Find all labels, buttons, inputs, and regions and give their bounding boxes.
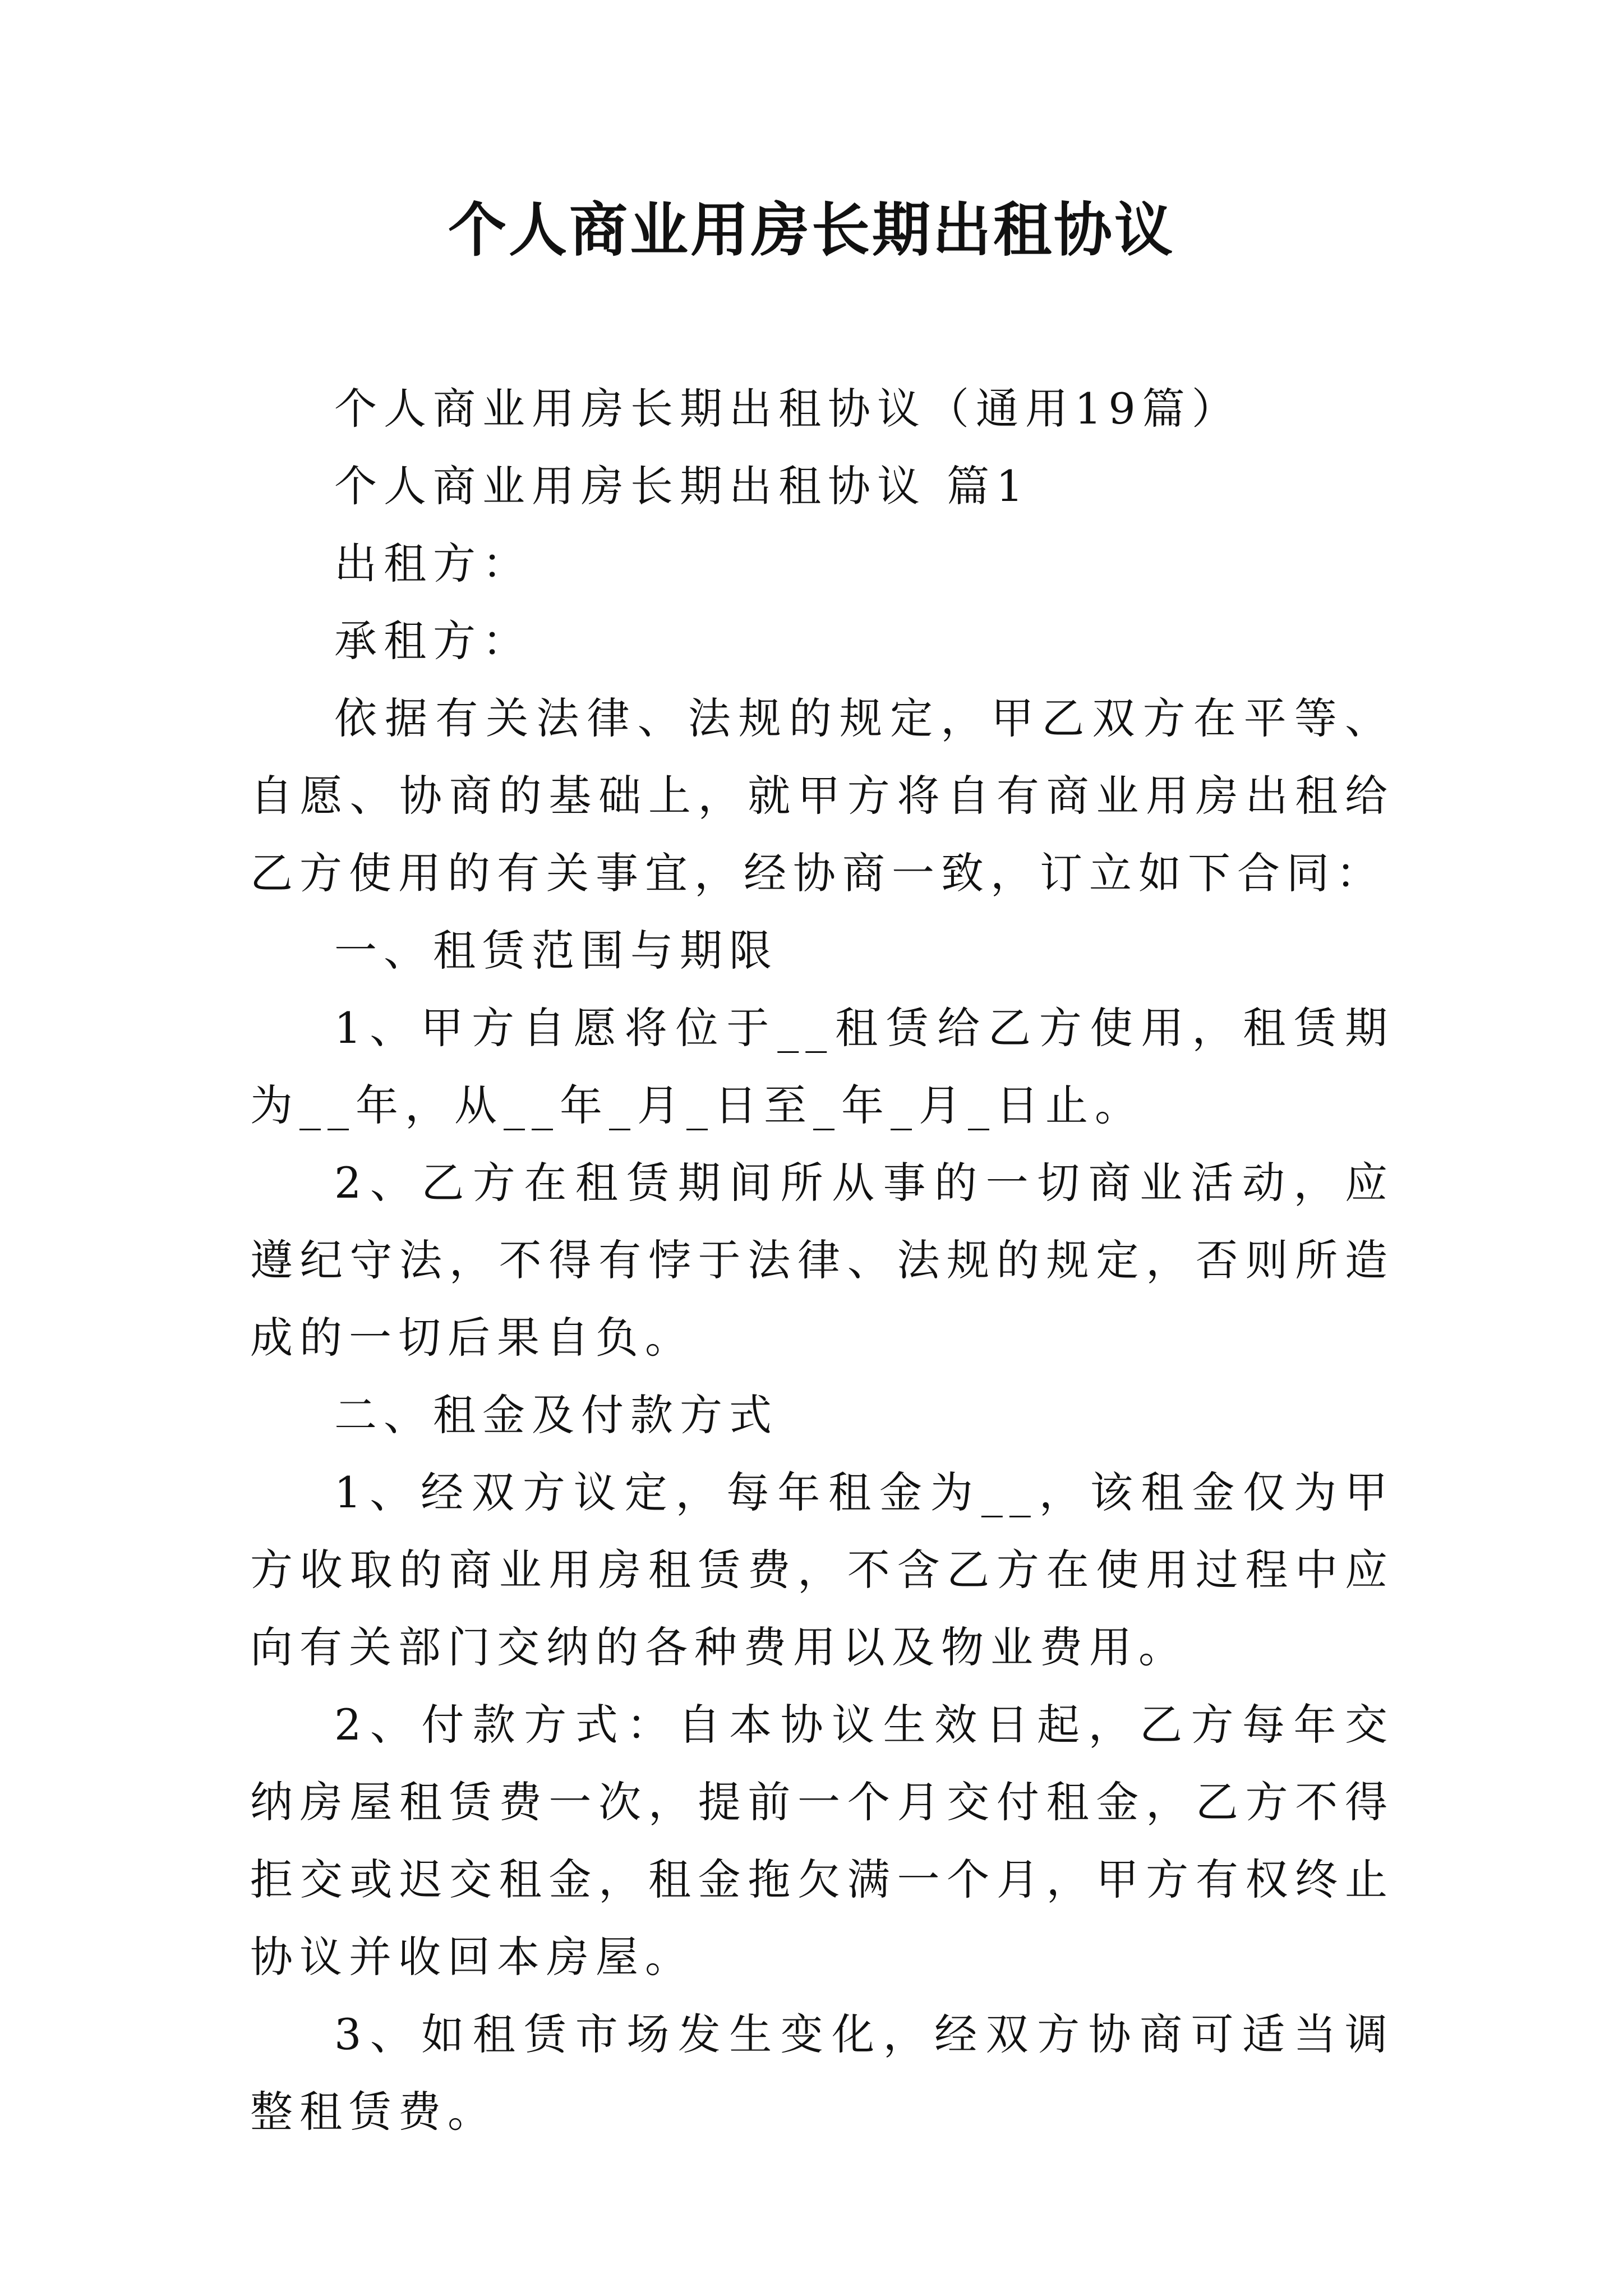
section-heading: 个人商业用房长期出租协议 篇1 xyxy=(334,461,1030,511)
lessee-field: 承租方： xyxy=(334,616,532,666)
clause-heading: 二、租金及付款方式 xyxy=(334,1390,778,1440)
clause-paragraph: 2、乙方在租赁期间所从事的一切商业活动，应遵纪守法，不得有悖于法律、法规的规定，否则所造成的一切后果自负。 xyxy=(250,1158,1394,1363)
document-title: 个人商业用房长期出租协议 xyxy=(448,195,1175,264)
preamble-paragraph: 依据有关法律、法规的规定，甲乙双方在平等、自愿、协商的基础上，就甲方将自有商业用房出租给乙方使用的有关事宜，经协商一致，订立如下合同： xyxy=(250,693,1394,898)
lessor-field: 出租方： xyxy=(334,539,532,588)
clause-heading: 一、租赁范围与期限 xyxy=(334,926,778,976)
clause-paragraph: 1、经双方议定，每年租金为__，该租金仅为甲方收取的商业用房租赁费，不含乙方在使用过程中应向有关部门交纳的各种费用以及物业费用。 xyxy=(250,1467,1394,1672)
subtitle-paragraph: 个人商业用房长期出租协议（通用19篇） xyxy=(334,384,1241,434)
clause-paragraph: 1、甲方自愿将位于__租赁给乙方使用，租赁期为__年，从__年_月_日至_年_月_日止。 xyxy=(250,1003,1394,1130)
clause-paragraph: 3、如租赁市场发生变化，经双方协商可适当调整租赁费。 xyxy=(250,2009,1394,2137)
clause-paragraph: 2、付款方式：自本协议生效日起，乙方每年交纳房屋租赁费一次，提前一个月交付租金，乙方不得拒交或迟交租金，租金拖欠满一个月，甲方有权终止协议并收回本房屋。 xyxy=(250,1700,1394,1982)
document-body xyxy=(250,370,1394,2151)
